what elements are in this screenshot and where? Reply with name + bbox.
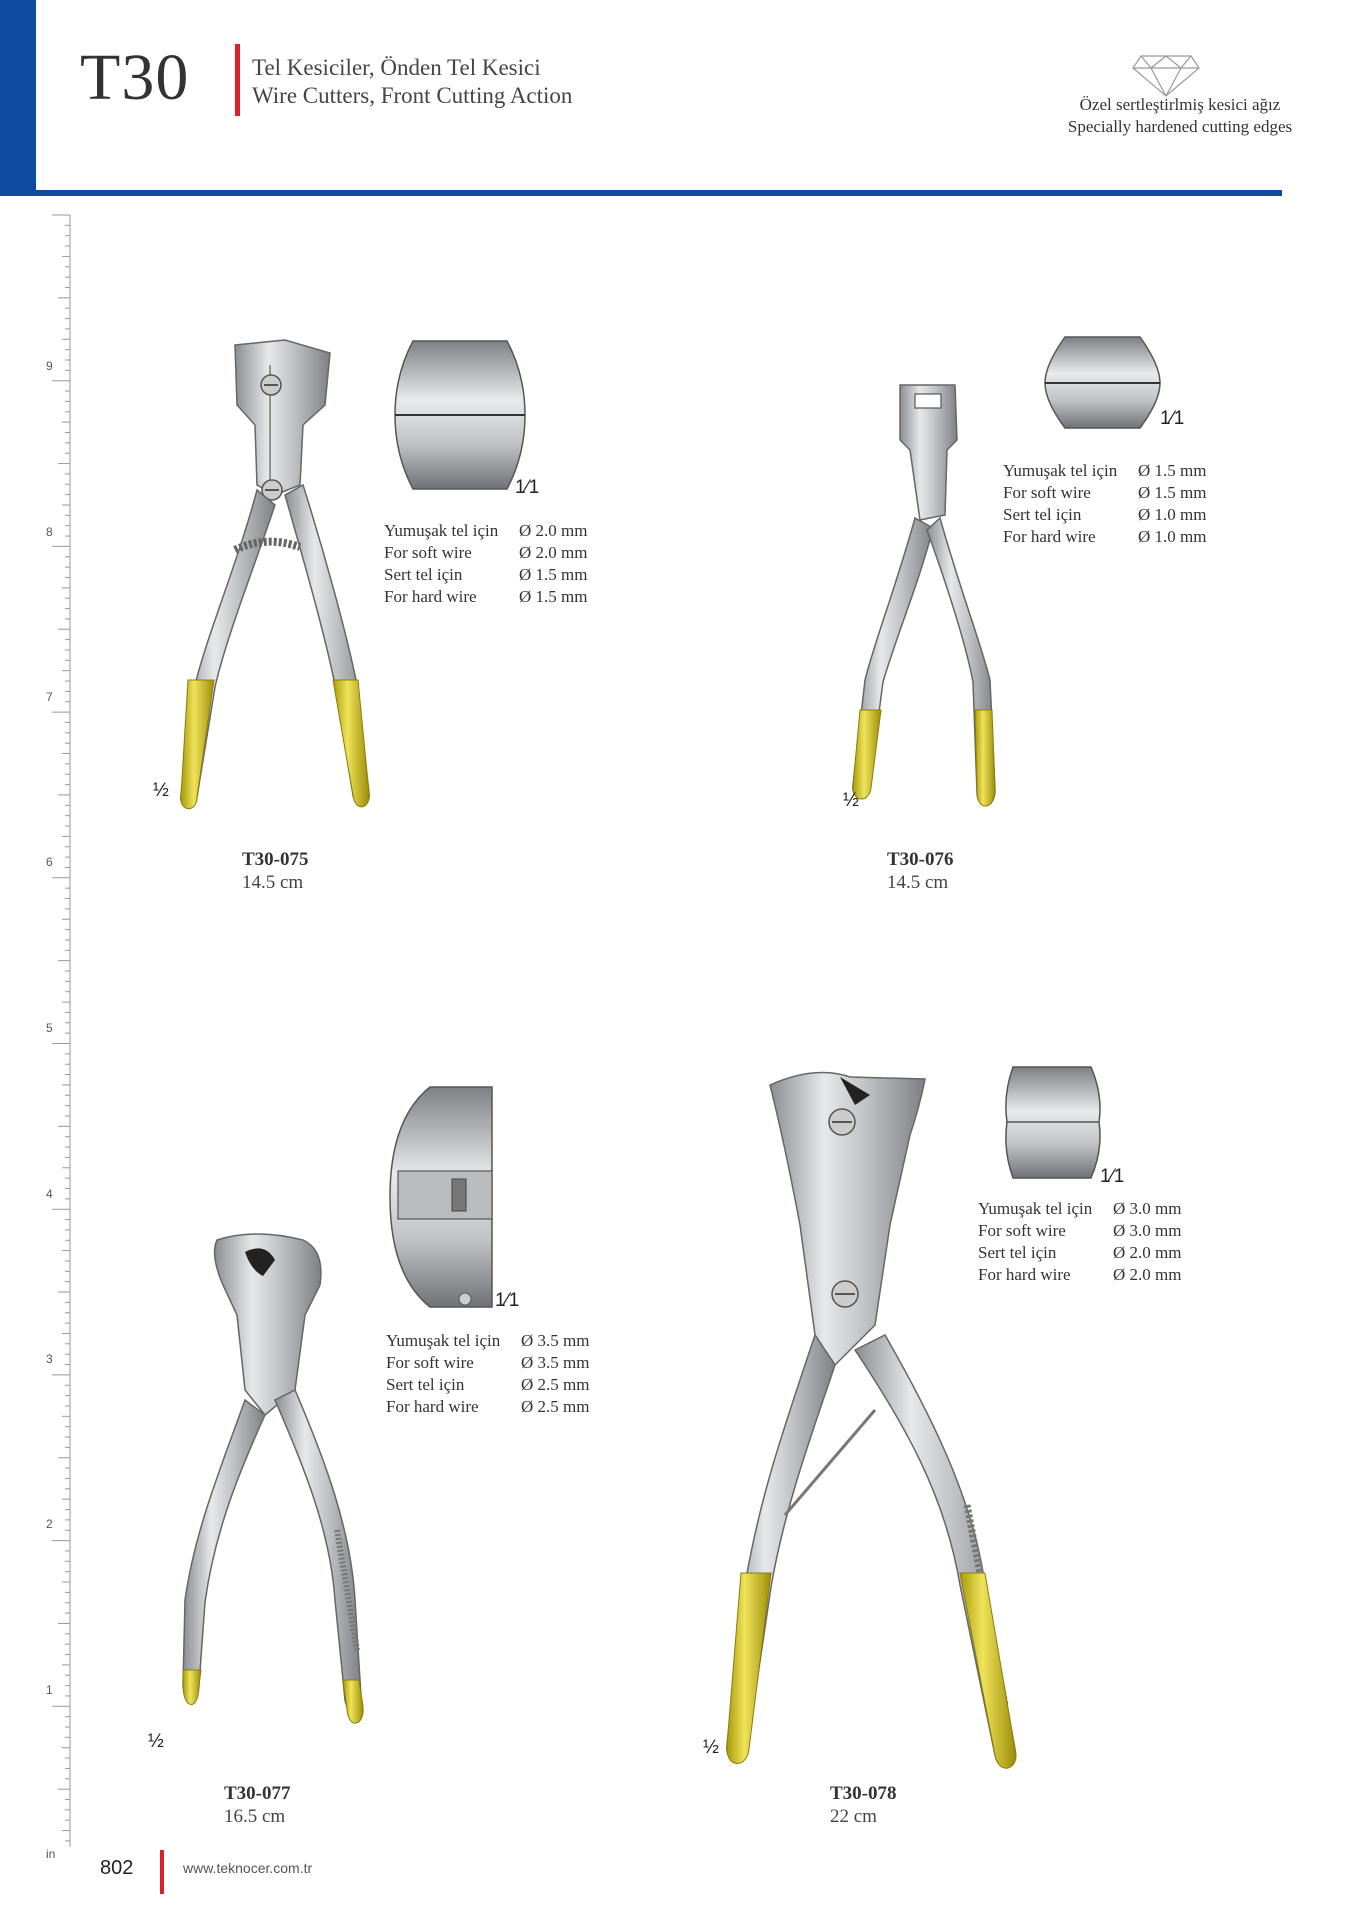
spec-row: Yumuşak tel için Ø 2.0 mm: [384, 521, 588, 540]
jaw-detail-t30-075: [395, 335, 525, 495]
product-size: 16.5 cm: [224, 1806, 286, 1827]
instrument-t30-075: [175, 335, 400, 825]
specs-t30-076: [1003, 460, 1206, 548]
footer-red-divider: [160, 1850, 164, 1894]
detail-scale-t30-076: 1⁄1: [1160, 408, 1185, 429]
title-en: Wire Cutters, Front Cutting Action: [252, 83, 573, 108]
spec-row: For soft wire Ø 3.5 mm: [386, 1353, 590, 1372]
spec-row: Sert tel için Ø 2.0 mm: [978, 1243, 1182, 1262]
ruler-label-5: 5: [46, 1021, 53, 1035]
instrument-scale-t30-076: ½: [843, 790, 859, 811]
ruler-label-9: 9: [46, 359, 53, 373]
title-tr: Tel Kesiciler, Önden Tel Kesici: [252, 55, 541, 80]
product-size: 14.5 cm: [242, 872, 304, 893]
spec-row: Yumuşak tel için Ø 1.5 mm: [1003, 461, 1207, 480]
website-link[interactable]: www.teknocer.com.tr: [183, 1860, 313, 1876]
specs-t30-075: [384, 520, 587, 608]
series-code: T30: [80, 41, 190, 114]
product-size: 14.5 cm: [887, 872, 949, 893]
spec-row: Yumuşak tel için Ø 3.0 mm: [978, 1199, 1182, 1218]
ruler-label-3: 3: [46, 1352, 53, 1366]
ruler-label-in: in: [46, 1847, 56, 1861]
jaw-detail-t30-076: [1045, 335, 1160, 430]
ruler-label-1: 1: [46, 1683, 53, 1697]
instrument-t30-076: [845, 380, 1015, 825]
product-label-t30-076: [887, 848, 954, 894]
ruler-label-6: 6: [46, 855, 53, 869]
instrument-scale-t30-077: ½: [148, 1731, 164, 1752]
ruler-label-8: 8: [46, 525, 53, 539]
product-label-t30-077: [224, 1782, 291, 1828]
ruler-ticks: [40, 215, 80, 1855]
product-label-t30-075: [242, 848, 309, 894]
product-code: T30-077: [224, 1783, 291, 1804]
feature-tr: Özel sertleştirlmiş kesici ağız: [1079, 95, 1281, 114]
spec-row: Yumuşak tel için Ø 3.5 mm: [386, 1331, 590, 1350]
spec-row: Sert tel için Ø 1.0 mm: [1003, 505, 1207, 524]
jaw-detail-t30-078: [1003, 1065, 1103, 1180]
ruler-label-4: 4: [46, 1187, 53, 1201]
spec-row: Sert tel için Ø 1.5 mm: [384, 565, 588, 584]
feature-badge: [1030, 94, 1330, 138]
product-code: T30-078: [830, 1783, 897, 1804]
instrument-t30-077: [155, 1230, 375, 1775]
page-number: 802: [100, 1857, 134, 1879]
inch-ruler: [40, 215, 80, 1861]
diamond-icon: [1133, 52, 1199, 96]
product-code: T30-076: [887, 849, 954, 870]
header-blue-band: [0, 0, 36, 196]
spec-row: For hard wire Ø 1.0 mm: [1003, 527, 1207, 546]
product-label-t30-078: [830, 1782, 897, 1828]
specs-t30-077: [386, 1330, 589, 1418]
header-red-divider: [235, 44, 240, 116]
ruler-label-7: 7: [46, 690, 53, 704]
detail-scale-t30-078: 1⁄1: [1100, 1166, 1125, 1187]
ruler-label-2: 2: [46, 1517, 53, 1531]
jaw-detail-t30-077: [390, 1085, 500, 1310]
page-title: [252, 54, 572, 110]
instrument-scale-t30-078: ½: [703, 1737, 719, 1758]
spec-row: Sert tel için Ø 2.5 mm: [386, 1375, 590, 1394]
product-size: 22 cm: [830, 1806, 877, 1827]
instrument-scale-t30-075: ½: [153, 780, 169, 801]
header-rule: [36, 190, 1282, 196]
instrument-t30-078: [705, 1065, 1035, 1775]
spec-row: For soft wire Ø 3.0 mm: [978, 1221, 1182, 1240]
spec-row: For hard wire Ø 2.0 mm: [978, 1265, 1182, 1284]
spec-row: For soft wire Ø 2.0 mm: [384, 543, 588, 562]
detail-scale-t30-075: 1⁄1: [515, 477, 540, 498]
spec-row: For hard wire Ø 1.5 mm: [384, 587, 588, 606]
product-code: T30-075: [242, 849, 309, 870]
detail-scale-t30-077: 1⁄1: [495, 1290, 520, 1311]
spec-row: For soft wire Ø 1.5 mm: [1003, 483, 1207, 502]
specs-t30-078: [978, 1198, 1181, 1286]
feature-en: Specially hardened cutting edges: [1067, 117, 1293, 136]
spec-row: For hard wire Ø 2.5 mm: [386, 1397, 590, 1416]
